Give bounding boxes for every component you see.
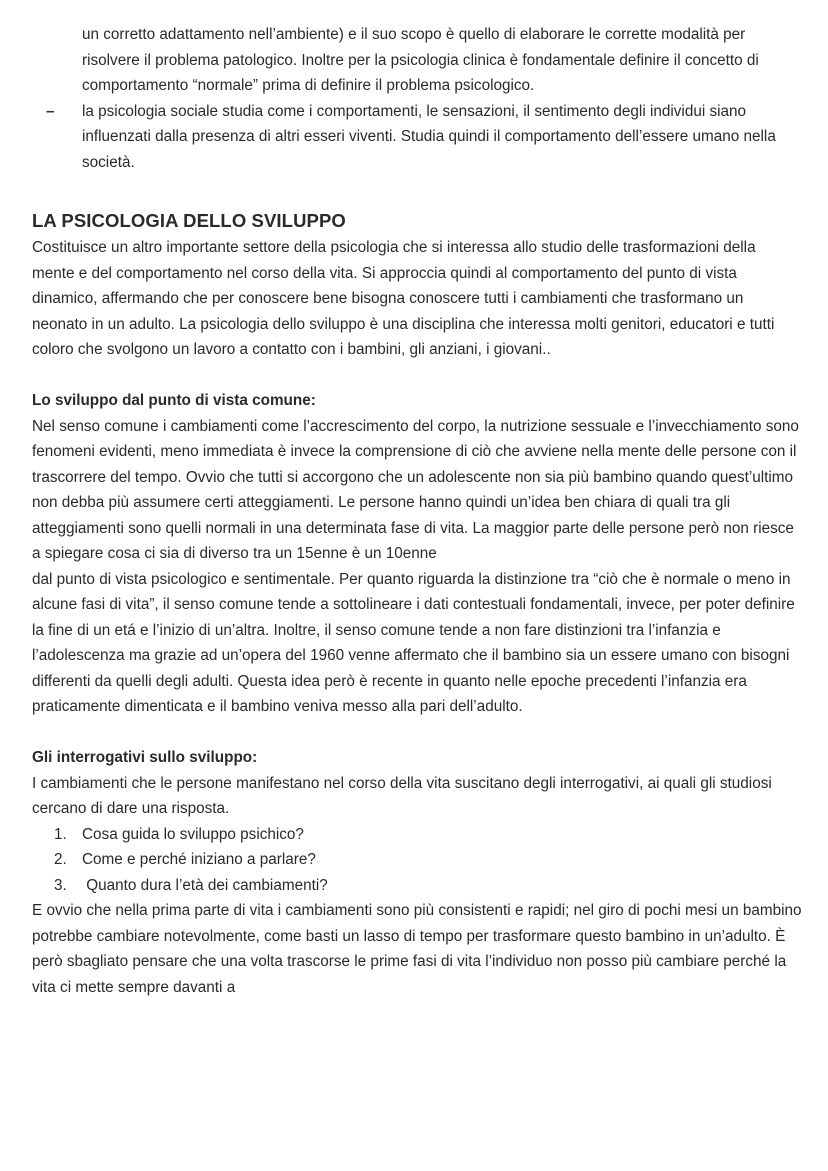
list-item: [32, 873, 802, 899]
questions-closing: E ovvio che nella prima parte di vita i cambiamenti sono più consistenti e rapidi; nel giro di pochi mesi un bambino potrebbe cambiare notevolmente, come basti un lasso di tempo per trasformare questo bambino in un’adulto. È però sbagliato pensare che una volta trascorse le prime fasi di vita l’individuo non posso più cambiare perché la vita ci mette sempre davanti a: [32, 902, 802, 996]
spacer: [32, 363, 802, 389]
section-title: LA PSICOLOGIA DELLO SVILUPPO: [32, 210, 346, 231]
spacer: [32, 720, 802, 746]
list-item: [32, 847, 802, 873]
list-item-text: Cosa guida lo sviluppo psichico?: [82, 825, 304, 843]
dash-bullet: –: [46, 102, 55, 120]
list-item-number: 2.: [54, 851, 67, 868]
questions-intro: I cambiamenti che le persone manifestano nel corso della vita suscitano degli interrogativi, ai quali gli studiosi cercano di dare una risposta.: [32, 774, 772, 817]
list-item-number: 3.: [54, 876, 67, 894]
list-item-number: 1.: [54, 825, 67, 843]
list-item-text: Come e perché iniziano a parlare?: [82, 851, 316, 868]
questions-list: [32, 822, 802, 899]
section-paragraph: Costituisce un altro importante settore della psicologia che si interessa allo studio delle trasformazioni della mente e del comportamento nel corso della vita. Si approccia quindi al comportamento del punto di vista dinamico, affermando che per conoscere bene bisogna conoscere tutti i cambiamenti che trasformano un neonato in un adulto. La psicologia dello sviluppo è una disciplina che interessa molti genitori, educatori e tutti coloro che svolgono un lavoro a contatto con i bambini, gli anziani, i giovani..: [32, 239, 775, 358]
intro-block: [32, 22, 802, 175]
document-page: [32, 22, 802, 1000]
common-view-heading: Lo sviluppo dal punto di vista comune:: [32, 392, 316, 409]
list-item: [32, 822, 802, 848]
list-item-text: Quanto dura l’età dei cambiamenti?: [82, 876, 328, 894]
dash-list-item: [46, 99, 802, 176]
common-view-paragraph-2: dal punto di vista psicologico e sentimentale. Per quanto riguarda la distinzione tra “ciò che è normale o meno in alcune fasi di vita”, il senso comune tende a sottolineare i dati contestuali fondamentali, invece, per poter definire la fine di un etá e l’inizio di un’altra. Inoltre, il senso comune tende a non fare distinzioni tra l’infanzia e l’adolescenza ma grazie ad un’opera del 1960 venne affermato che il bambino sia un essere umano con bisogni differenti da quelli degli adulti. Questa idea però è recente in quanto nelle epoche precedenti l’infanzia era praticamente dimenticata e il bambino veniva messo alla pari dell’adulto.: [32, 570, 795, 715]
questions-heading: Gli interrogativi sullo sviluppo:: [32, 749, 258, 766]
dash-item-text: la psicologia sociale studia come i comportamenti, le sensazioni, il sentimento degli individui siano influenzati dalla presenza di altri esseri viventi. Studia quindi il comportamento dell’essere umano nella società.: [82, 102, 776, 171]
intro-continuation: un corretto adattamento nell’ambiente) e il suo scopo è quello di elaborare le corrette modalità per risolvere il problema patologico. Inoltre per la psicologia clinica è fondamentale definire il concetto di comportamento “normale” prima di definire il problema psicologico.: [82, 26, 759, 94]
common-view-paragraph-1: Nel senso comune i cambiamenti come l’accrescimento del corpo, la nutrizione sessuale e l’invecchiamento sono fenomeni evidenti, meno immediata è invece la comprensione di ciò che avviene nella mente delle persone con il trascorrere del tempo. Ovvio che tutti si accorgono che un adolescente non sia più bambino quando quest’ultimo non debba più assumere certi atteggiamenti. Le persone hanno quindi un’idea ben chiara di quali tra gli atteggiamenti sono quelli normali in una determinata fase di vita. La maggior parte delle persone però non riesce a spiegare cosa ci sia di diverso tra un 15enne è un 10enne: [32, 417, 799, 562]
